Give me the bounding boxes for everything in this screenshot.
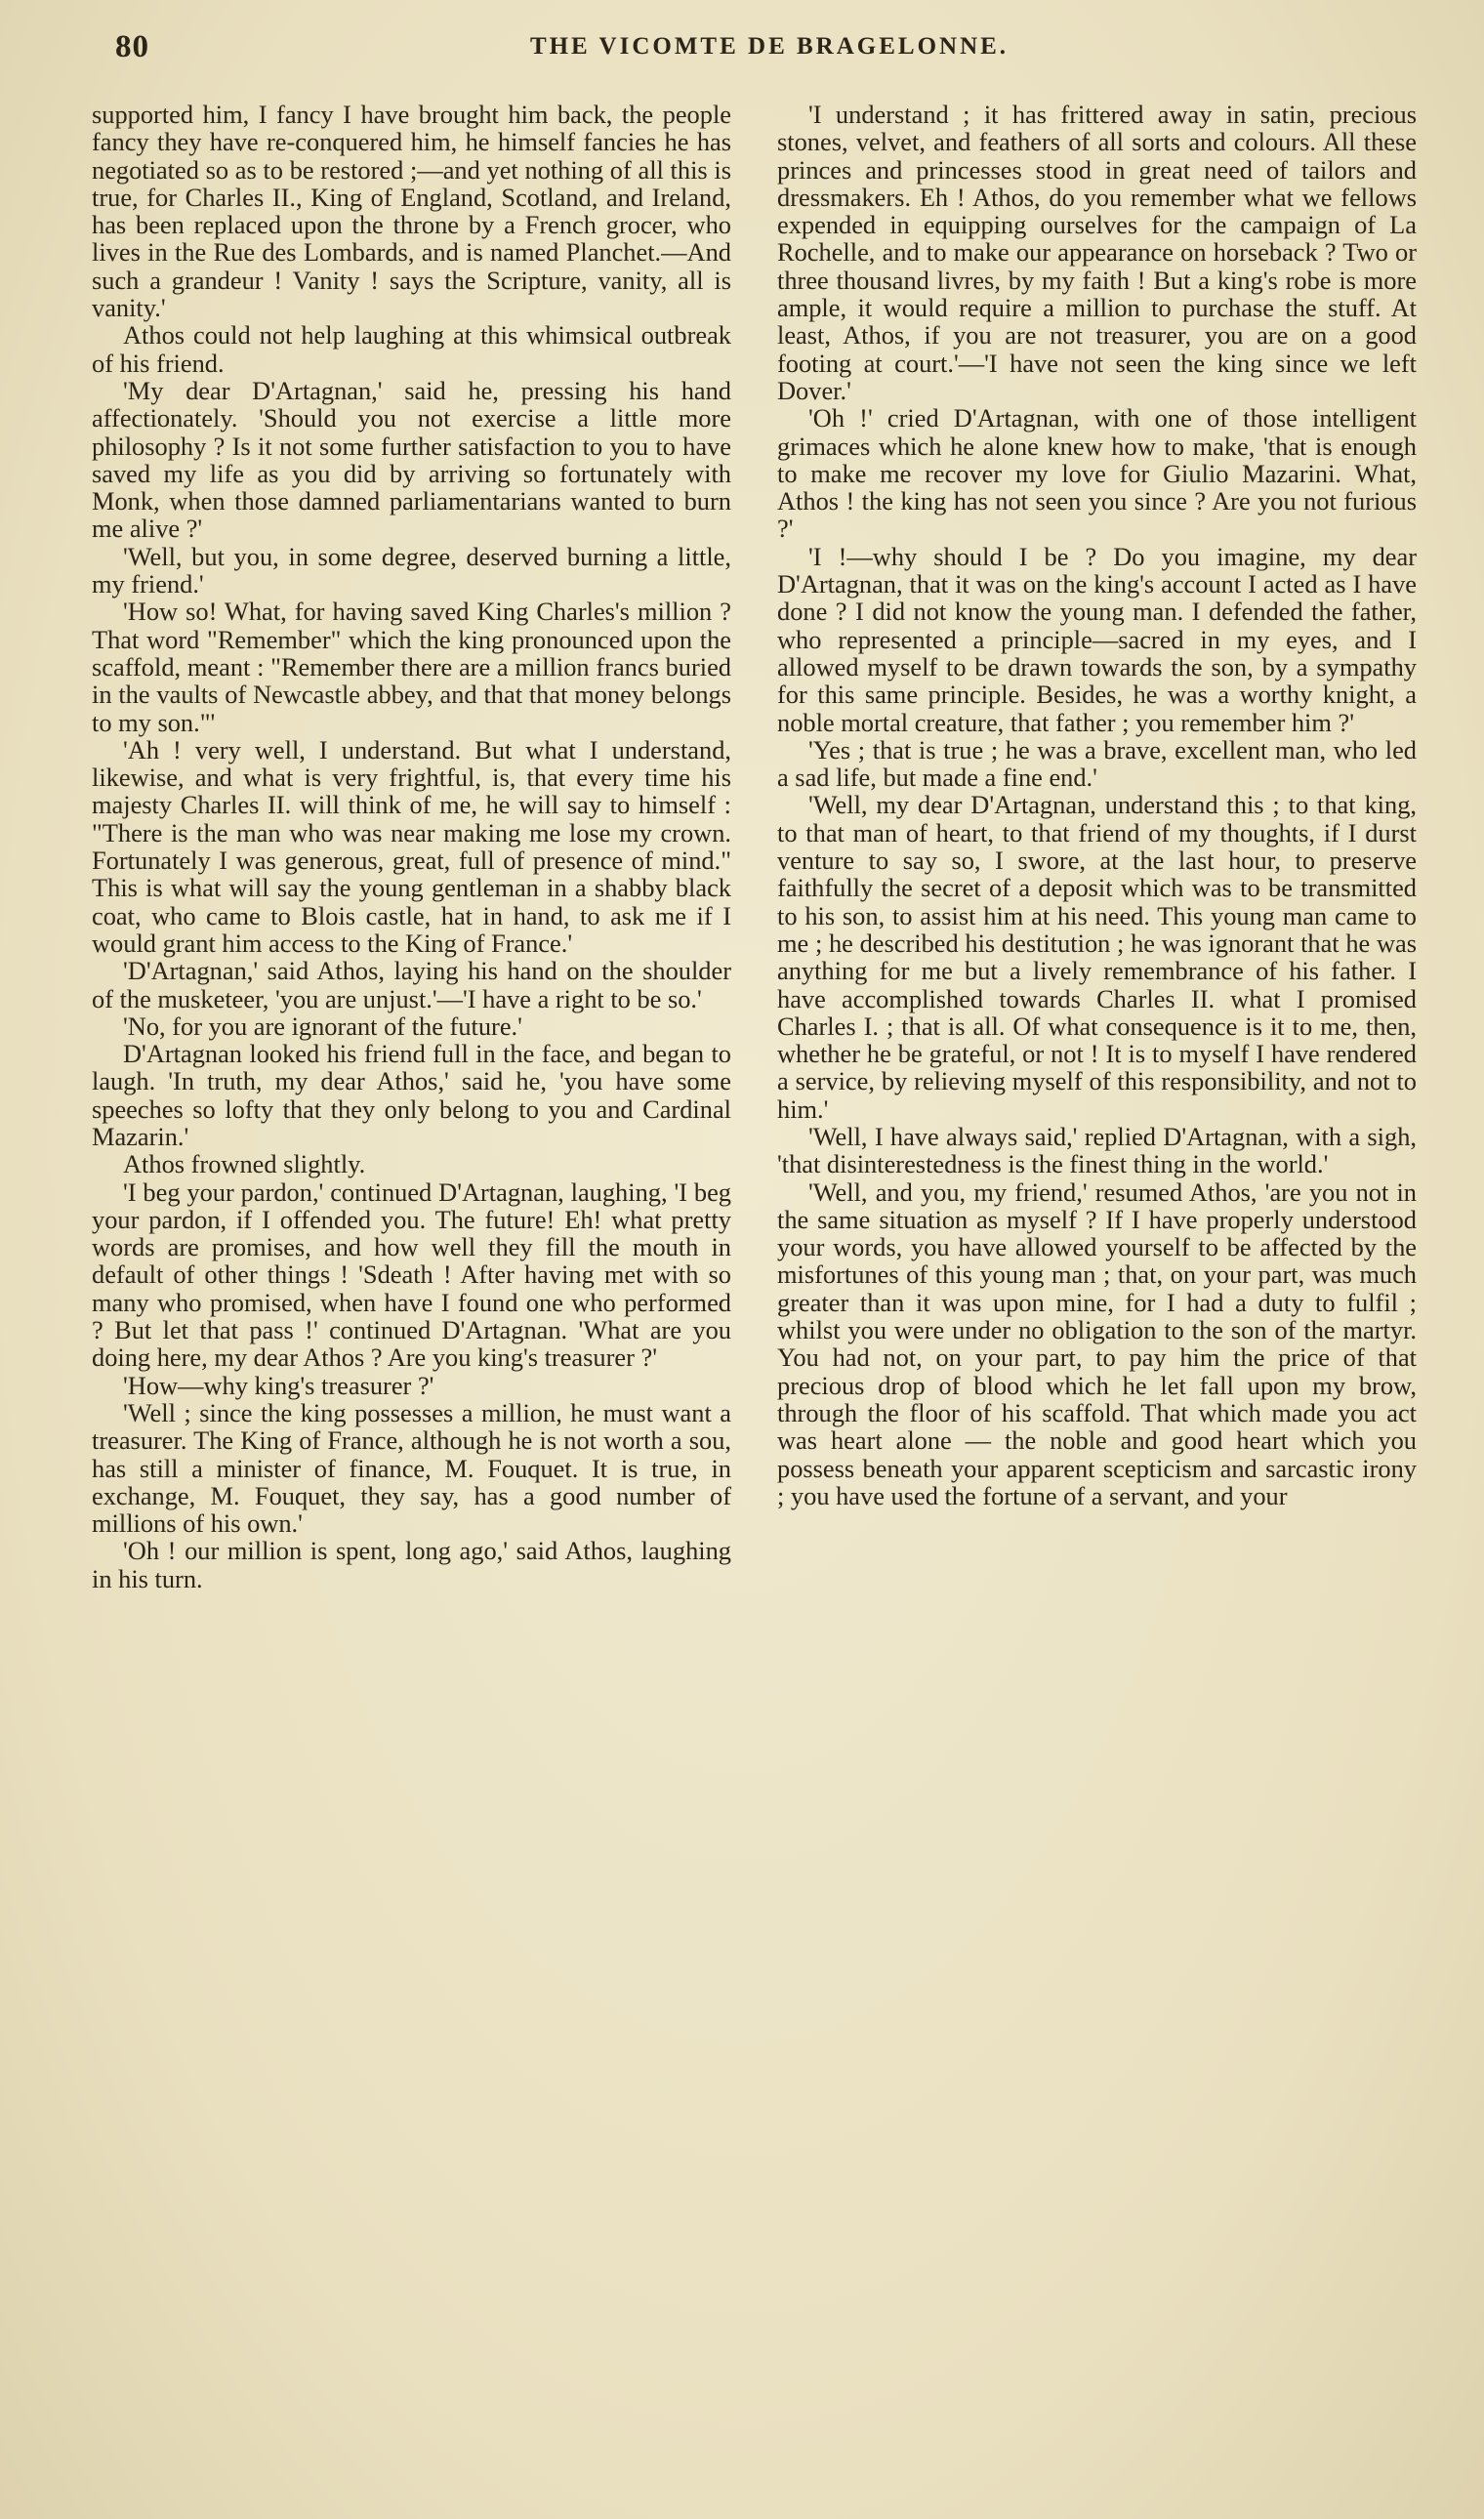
paragraph: 'How so! What, for having saved King Charles's million ? That word "Remember" which the king pronounced upon the scaffold, meant : "Remember there are a million francs buried in the vaults of Newcastle abbey, and that that money belongs to my son."' xyxy=(92,597,731,737)
paragraph: 'No, for you are ignorant of the future.' xyxy=(123,1011,522,1041)
paragraph: 'How—why king's treasurer ?' xyxy=(123,1370,434,1400)
page-header xyxy=(115,29,1423,68)
paragraph: Athos could not help laughing at this whimsical outbreak of his friend. xyxy=(92,320,731,378)
page-number: 80 xyxy=(115,29,149,64)
paragraph: supported him, I fancy I have brought him back, the people fancy they have re-conquered him, he himself fancies he has negotiated so as to be restored ;—and yet nothing of all this is true, for Charles II., King of England, Scotland, and Ireland, has been replaced upon the throne by a French grocer, who lives in the Rue des Lombards, and is named Planchet.—And such a grandeur ! Vanity ! says the Scripture, vanity, all is vanity.' xyxy=(92,100,731,323)
paragraph: 'Ah ! very well, I understand. But what I understand, likewise, and what is very frightful, is, that every time his majesty Charles II. will think of me, he will say to himself : "There is the man who was near making me lose my crown. Fortunately I was generous, great, full of presence of mind." This is what will say the young gentleman in a shabby black coat, who came to Blois castle, hat in hand, to ask me if I would grant him access to the King of France.' xyxy=(92,734,731,958)
paragraph: 'I !—why should I be ? Do you imagine, my dear D'Artagnan, that it was on the king's account I acted as I have done ? I did not know the young man. I defended the father, who represented a principle—sacred in my eyes, and I allowed myself to be drawn towards the son, by a sympathy for this same principle. Besides, he was a worthy knight, a noble mortal creature, that father ; you remember him ?' xyxy=(777,541,1417,737)
paragraph: 'D'Artagnan,' said Athos, laying his hand on the shoulder of the musketeer, 'you are unjust.'—'I have a right to be so.' xyxy=(92,956,731,1013)
paragraph: 'Oh ! our million is spent, long ago,' said Athos, laughing in his turn. xyxy=(92,1536,731,1593)
paragraph: 'Well, but you, in some degree, deserved burning a little, my friend.' xyxy=(92,541,731,599)
left-column xyxy=(92,101,731,1592)
running-title: THE VICOMTE DE BRAGELONNE. xyxy=(529,33,1010,60)
paragraph: 'Well, and you, my friend,' resumed Athos, 'are you not in the same situation as myself ? If I have properly understood your words, you have allowed yourself to be affected by the misfortunes of this young man ; that, on your part, was much greater than it was upon mine, for I had a duty to fulfil ; whilst you were under no obligation to the son of the martyr. You had not, on your part, to pay him the price of that precious drop of blood which he let fall upon my brow, through the floor of his scaffold. That which made you act was heart alone — the noble and good heart which you possess beneath your apparent scepticism and sarcastic irony ; you have used the fortune of a servant, and your xyxy=(777,1177,1417,1510)
paragraph: Athos frowned slightly. xyxy=(123,1149,366,1179)
paragraph: 'I beg your pardon,' continued D'Artagnan, laughing, 'I beg your pardon, if I offended you. The future! Eh! what pretty words are promises, and how well they fill the mouth in default of other things ! 'Sdeath ! After having met with so many who promised, when have I found one who performed ? But let that pass !' continued D'Artagnan. 'What are you doing here, my dear Athos ? Are you king's treasurer ?' xyxy=(92,1177,731,1373)
paragraph: 'Well, I have always said,' replied D'Artagnan, with a sigh, 'that disinterestedness is the finest thing in the world.' xyxy=(777,1121,1417,1179)
paragraph: 'Well ; since the king possesses a million, he must want a treasurer. The King of France, although he is not worth a sou, has still a minister of finance, M. Fouquet. It is true, in exchange, M. Fouquet, they say, has a good number of millions of his own.' xyxy=(92,1397,731,1539)
paragraph: 'My dear D'Artagnan,' said he, pressing his hand affectionately. 'Should you not exercise a little more philosophy ? Is it not some further satisfaction to you to have saved my life as you did by arriving so fortunately with Monk, when those damned parliamentarians wanted to burn me alive ?' xyxy=(92,375,731,544)
paragraph: 'Well, my dear D'Artagnan, understand this ; to that king, to that man of heart, to that friend of my thoughts, if I durst venture to say so, I swore, at the last hour, to preserve faithfully the secret of a deposit which was to be transmitted to his son, to assist him at his need. This young man came to me ; he described his destitution ; he was ignorant that he was anything for me but a lively remembrance of his father. I have accomplished towards Charles II. what I promised Charles I. ; that is all. Of what consequence is it to me, then, whether he be grateful, or not ! It is to myself I have rendered a service, by relieving myself of this responsibility, and not to him.' xyxy=(777,790,1417,1124)
paragraph: 'Oh !' cried D'Artagnan, with one of those intelligent grimaces which he alone knew how to make, 'that is enough to make me recover my love for Giulio Mazarini. What, Athos ! the king has not seen you since ? Are you not furious ?' xyxy=(777,403,1417,544)
paragraph: 'I understand ; it has frittered away in satin, precious stones, velvet, and feathers of all sorts and colours. All these princes and princesses stood in great need of tailors and dressmakers. Eh ! Athos, do you remember what we fellows expended in equipping ourselves for the campaign of La Rochelle, and to make our appearance on horseback ? Two or three thousand livres, by my faith ! But a king's robe is more ample, it would require a million to purchase the stuff. At least, Athos, if you are not treasurer, you are on a good footing at court.'—'I have not seen the king since we left Dover.' xyxy=(777,100,1417,405)
paragraph: D'Artagnan looked his friend full in the face, and began to laugh. 'In truth, my dear Athos,' said he, 'you have some speeches so lofty that they only belong to you and Cardinal Mazarin.' xyxy=(92,1039,731,1151)
paragraph: 'Yes ; that is true ; he was a brave, excellent man, who led a sad life, but made a fine end.' xyxy=(777,734,1417,793)
right-column xyxy=(777,101,1417,1509)
